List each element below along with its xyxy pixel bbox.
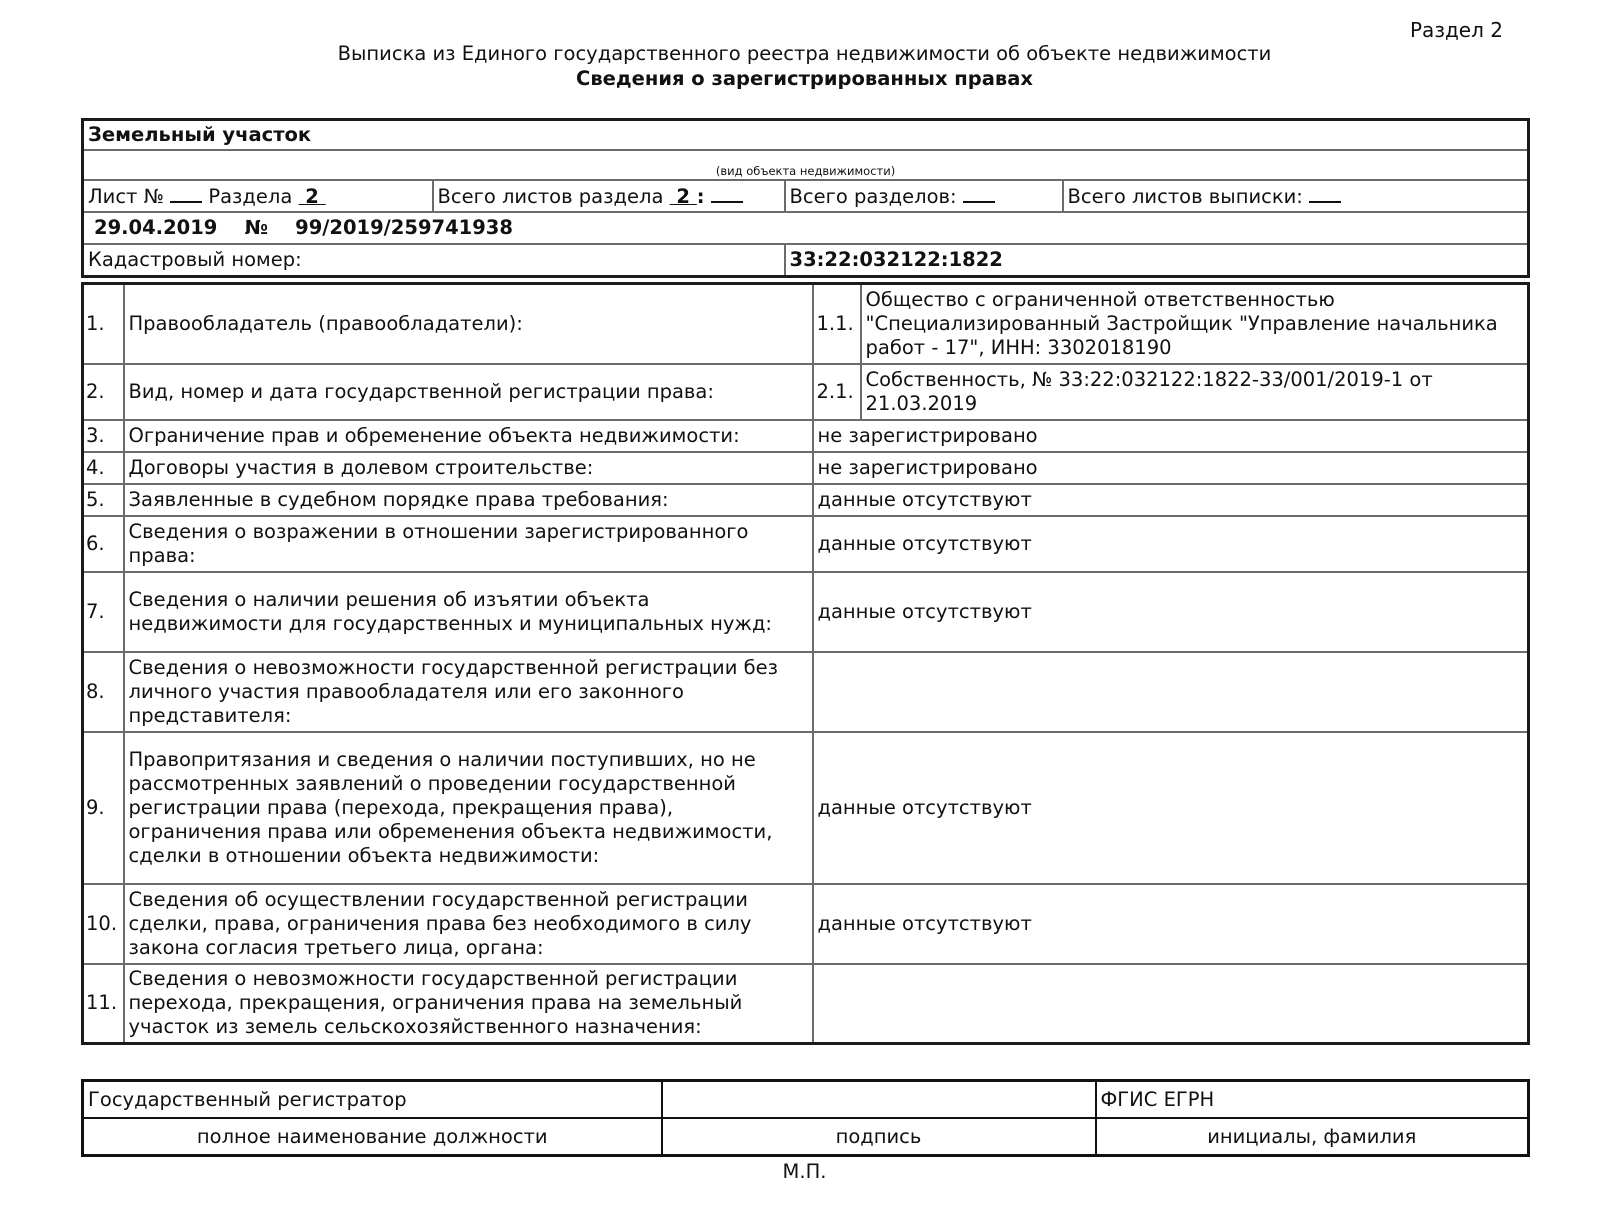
table-row <box>83 452 1529 484</box>
total-sections-cell <box>785 180 1063 212</box>
row-label: Сведения о возражении в отношении зарегистрированного права: <box>124 516 813 572</box>
cadastral-number: 33:22:032122:1822 <box>785 244 1529 277</box>
row-value: Собственность, № 33:22:032122:1822-33/001/2019-1 от 21.03.2019 <box>861 364 1529 420</box>
row-value: данные отсутствуют <box>813 884 1529 964</box>
total-extract-sheets-label: Всего листов выписки: <box>1067 185 1303 208</box>
signature-caption: подпись <box>662 1118 1096 1156</box>
sheet-label: Лист № <box>88 185 164 208</box>
object-type-note-row <box>83 150 1529 180</box>
row-value: данные отсутствуют <box>813 516 1529 572</box>
total-sections-blank <box>963 183 995 203</box>
row-value: данные отсутствуют <box>813 484 1529 516</box>
signature-table <box>81 1079 1530 1157</box>
total-extract-sheets-blank <box>1309 183 1341 203</box>
total-sections-label: Всего разделов: <box>789 185 957 208</box>
name-caption: инициалы, фамилия <box>1096 1118 1529 1156</box>
row-label: Вид, номер и дата государственной регистрации права: <box>124 364 813 420</box>
row-number: 8. <box>83 652 124 732</box>
date-number-row <box>83 212 1529 244</box>
row-number: 7. <box>83 572 124 652</box>
registrar-signature <box>662 1081 1096 1119</box>
document-subtitle: Сведения о зарегистрированных правах <box>576 67 1033 90</box>
object-type-row <box>83 120 1529 151</box>
row-label: Сведения о невозможности государственной регистрации без личного участия правообладателя или его законного представителя: <box>124 652 813 732</box>
row-label: Заявленные в судебном порядке права требования: <box>124 484 813 516</box>
cadastral-row <box>83 244 1529 277</box>
signature-caption-row <box>83 1118 1529 1156</box>
row-value: данные отсутствуют <box>813 732 1529 884</box>
registrar-position: Государственный регистратор <box>83 1081 662 1119</box>
row-value: данные отсутствуют <box>813 572 1529 652</box>
row-label: Правообладатель (правообладатели): <box>124 284 813 364</box>
table-row <box>83 572 1529 652</box>
cadastral-label: Кадастровый номер: <box>83 244 785 277</box>
row-number: 1. <box>83 284 124 364</box>
table-row <box>83 284 1529 364</box>
row-number: 11. <box>83 964 124 1044</box>
row-number: 6. <box>83 516 124 572</box>
table-row <box>83 364 1529 420</box>
sheet-info-row <box>83 180 1529 212</box>
signature-row <box>83 1081 1529 1119</box>
table-row <box>83 964 1529 1044</box>
total-extract-sheets-cell <box>1063 180 1529 212</box>
rights-table <box>81 282 1530 1045</box>
row-sub-number: 2.1. <box>813 364 861 420</box>
section-number: 2 <box>305 185 319 208</box>
row-label: Сведения об осуществлении государственной регистрации сделки, права, ограничения права без необходимого в силу закона согласия третьего лица, органа: <box>124 884 813 964</box>
section-label: Раздел 2 <box>1410 18 1503 42</box>
row-label: Договоры участия в долевом строительстве: <box>124 452 813 484</box>
row-label: Правопритязания и сведения о наличии поступивших, но не рассмотренных заявлений о проведении государственной регистрации права (перехода, прекращения права), ограничения права или обременения объекта недвижимости, сделки в отношении объекта недвижимости: <box>124 732 813 884</box>
row-value: не зарегистрировано <box>813 452 1529 484</box>
row-number: 9. <box>83 732 124 884</box>
table-row <box>83 484 1529 516</box>
registrar-name: ФГИС ЕГРН <box>1096 1081 1529 1119</box>
table-row <box>83 884 1529 964</box>
object-type: Земельный участок <box>83 120 1529 151</box>
table-row <box>83 652 1529 732</box>
row-value: Общество с ограниченной ответственностью "Специализированный Застройщик "Управление начальника работ - 17", ИНН: 3302018190 <box>861 284 1529 364</box>
table-row <box>83 420 1529 452</box>
object-type-note: (вид объекта недвижимости) <box>83 150 1529 180</box>
table-row <box>83 732 1529 884</box>
row-value <box>813 652 1529 732</box>
section-of-label: Раздела <box>208 185 293 208</box>
row-value: не зарегистрировано <box>813 420 1529 452</box>
document-title: Выписка из Единого государственного реестра недвижимости об объекте недвижимости <box>337 42 1272 65</box>
total-section-sheets-cell: Всего листов раздела 2 : <box>433 180 785 212</box>
sheet-number-cell <box>83 180 433 212</box>
stamp-label: М.П. <box>782 1160 827 1183</box>
row-number: 10. <box>83 884 124 964</box>
table-row <box>83 516 1529 572</box>
position-caption: полное наименование должности <box>83 1118 662 1156</box>
row-label: Сведения о невозможности государственной регистрации перехода, прекращения, ограничения права на земельный участок из земель сельскохозяйственного назначения: <box>124 964 813 1044</box>
number-sign: № <box>244 216 268 239</box>
row-label: Сведения о наличии решения об изъятии объекта недвижимости для государственных и муниципальных нужд: <box>124 572 813 652</box>
extract-number: 99/2019/259741938 <box>295 216 513 239</box>
extract-date: 29.04.2019 <box>94 216 218 239</box>
row-sub-number: 1.1. <box>813 284 861 364</box>
total-section-sheets-section: 2 <box>676 185 690 208</box>
object-info-table <box>81 118 1530 278</box>
row-value <box>813 964 1529 1044</box>
row-number: 4. <box>83 452 124 484</box>
total-section-sheets-blank <box>711 183 743 203</box>
row-number: 3. <box>83 420 124 452</box>
sheet-number-blank <box>170 183 202 203</box>
total-section-sheets-label: Всего листов раздела <box>437 185 664 208</box>
row-number: 2. <box>83 364 124 420</box>
row-number: 5. <box>83 484 124 516</box>
row-label: Ограничение прав и обременение объекта недвижимости: <box>124 420 813 452</box>
